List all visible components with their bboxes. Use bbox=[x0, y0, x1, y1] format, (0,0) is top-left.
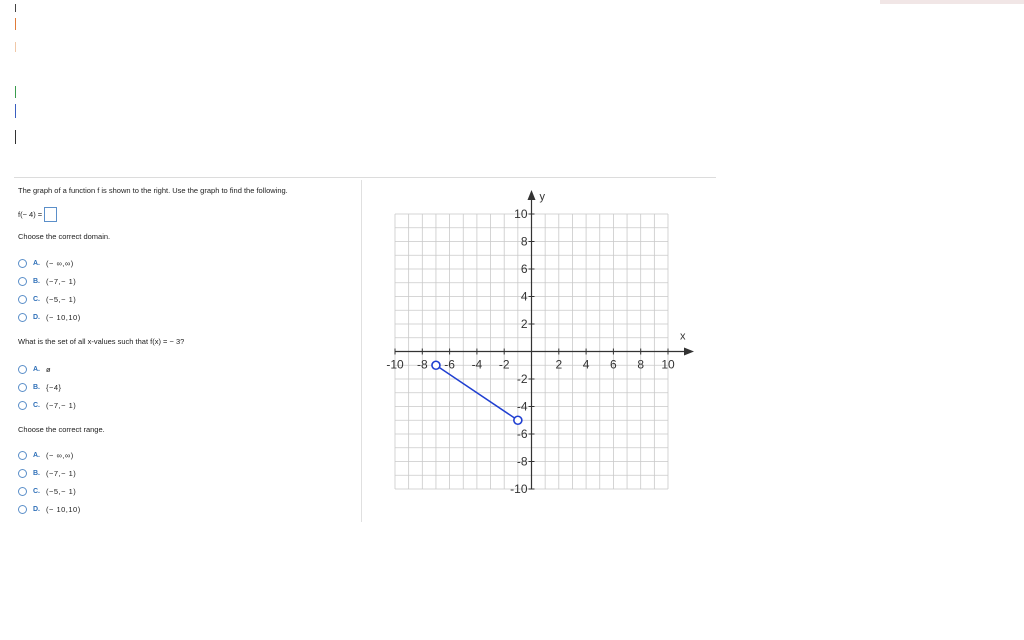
option-letter: B. bbox=[33, 278, 40, 285]
domain-option-c[interactable] bbox=[18, 295, 76, 304]
domain-option-b[interactable] bbox=[18, 277, 76, 286]
option-text: (−5,− 1) bbox=[46, 295, 77, 304]
radio-icon[interactable] bbox=[18, 295, 27, 304]
option-text: {−4} bbox=[46, 383, 62, 392]
edge-mark bbox=[15, 18, 16, 30]
range-option-d[interactable] bbox=[18, 505, 81, 514]
header-divider bbox=[14, 177, 716, 178]
y-axis-arrow bbox=[528, 190, 536, 200]
option-letter: B. bbox=[33, 470, 40, 477]
domain-question-label: Choose the correct domain. bbox=[18, 232, 111, 241]
x-tick-label: 4 bbox=[582, 357, 590, 372]
top-strip bbox=[880, 0, 1024, 4]
range-question-label: Choose the correct range. bbox=[18, 425, 105, 434]
y-tick-label: -2 bbox=[516, 372, 528, 386]
option-letter: D. bbox=[33, 314, 40, 321]
edge-mark bbox=[15, 104, 16, 118]
f-eval-label: f(− 4) = bbox=[18, 210, 43, 219]
option-text: (− 10,10) bbox=[46, 505, 81, 514]
option-letter: C. bbox=[33, 296, 40, 303]
f-eval-row bbox=[18, 207, 57, 222]
y-tick-label: -10 bbox=[510, 482, 528, 496]
radio-icon[interactable] bbox=[18, 487, 27, 496]
graph-axes bbox=[395, 190, 694, 489]
radio-icon[interactable] bbox=[18, 469, 27, 478]
option-letter: C. bbox=[33, 488, 40, 495]
radio-icon[interactable] bbox=[18, 451, 27, 460]
function-graph bbox=[380, 186, 700, 496]
option-letter: D. bbox=[33, 506, 40, 513]
x-tick-label: -6 bbox=[444, 357, 455, 372]
option-text: ø bbox=[46, 365, 52, 374]
x-tick-label: 8 bbox=[637, 357, 645, 372]
option-letter: A. bbox=[33, 260, 40, 267]
option-text: (−5,− 1) bbox=[46, 487, 77, 496]
y-tick-label: 2 bbox=[520, 317, 528, 331]
x-tick-label: 2 bbox=[555, 357, 563, 372]
range-option-a[interactable] bbox=[18, 451, 74, 460]
panel-divider bbox=[361, 180, 362, 522]
radio-icon[interactable] bbox=[18, 277, 27, 286]
radio-icon[interactable] bbox=[18, 383, 27, 392]
x-tick-label: -8 bbox=[416, 357, 428, 372]
range-option-b[interactable] bbox=[18, 469, 76, 478]
open-endpoint bbox=[514, 416, 522, 424]
option-text: (−7,− 1) bbox=[46, 401, 77, 410]
domain-option-a[interactable] bbox=[18, 259, 74, 268]
domain-option-d[interactable] bbox=[18, 313, 81, 322]
xvalues-question-label: What is the set of all x-values such that f(x) = − 3? bbox=[18, 337, 185, 346]
option-text: (−7,− 1) bbox=[46, 277, 77, 286]
option-text: (− ∞,∞) bbox=[46, 259, 74, 268]
x-tick-label: -10 bbox=[386, 357, 404, 372]
option-letter: C. bbox=[33, 402, 40, 409]
x-tick-label: 10 bbox=[661, 357, 675, 372]
edge-mark bbox=[15, 86, 16, 98]
option-text: (− 10,10) bbox=[46, 313, 81, 322]
xvalues-option-a[interactable] bbox=[18, 365, 51, 374]
open-endpoint bbox=[432, 361, 440, 369]
x-axis-label: x bbox=[680, 330, 686, 343]
y-tick-label: -8 bbox=[516, 454, 528, 469]
xvalues-option-c[interactable] bbox=[18, 401, 76, 410]
y-axis-label: y bbox=[539, 191, 545, 203]
option-letter: B. bbox=[33, 384, 40, 391]
f-eval-answer-input[interactable] bbox=[44, 207, 57, 222]
left-edge-markers bbox=[0, 0, 30, 160]
x-tick-label: -2 bbox=[498, 357, 510, 372]
option-letter: A. bbox=[33, 452, 40, 459]
y-tick-label: -6 bbox=[516, 427, 528, 441]
xvalues-option-b[interactable] bbox=[18, 383, 62, 392]
y-tick-label: 4 bbox=[520, 289, 528, 304]
y-tick-label: 10 bbox=[514, 207, 528, 221]
option-text: (− ∞,∞) bbox=[46, 451, 74, 460]
option-text: (−7,− 1) bbox=[46, 469, 77, 478]
x-tick-label: 6 bbox=[610, 357, 617, 372]
radio-icon[interactable] bbox=[18, 401, 27, 410]
radio-icon[interactable] bbox=[18, 505, 27, 514]
x-axis-arrow bbox=[684, 348, 694, 356]
radio-icon[interactable] bbox=[18, 365, 27, 374]
y-tick-label: -4 bbox=[516, 399, 528, 414]
x-tick-label: -4 bbox=[471, 357, 483, 372]
range-option-c[interactable] bbox=[18, 487, 76, 496]
option-letter: A. bbox=[33, 366, 40, 373]
question-prompt: The graph of a function f is shown to the right. Use the graph to find the following. bbox=[18, 186, 288, 195]
radio-icon[interactable] bbox=[18, 259, 27, 268]
edge-mark bbox=[15, 4, 16, 12]
edge-mark bbox=[15, 130, 16, 144]
radio-icon[interactable] bbox=[18, 313, 27, 322]
edge-mark bbox=[15, 42, 16, 52]
y-tick-label: 8 bbox=[520, 234, 528, 249]
y-tick-label: 6 bbox=[520, 262, 528, 276]
